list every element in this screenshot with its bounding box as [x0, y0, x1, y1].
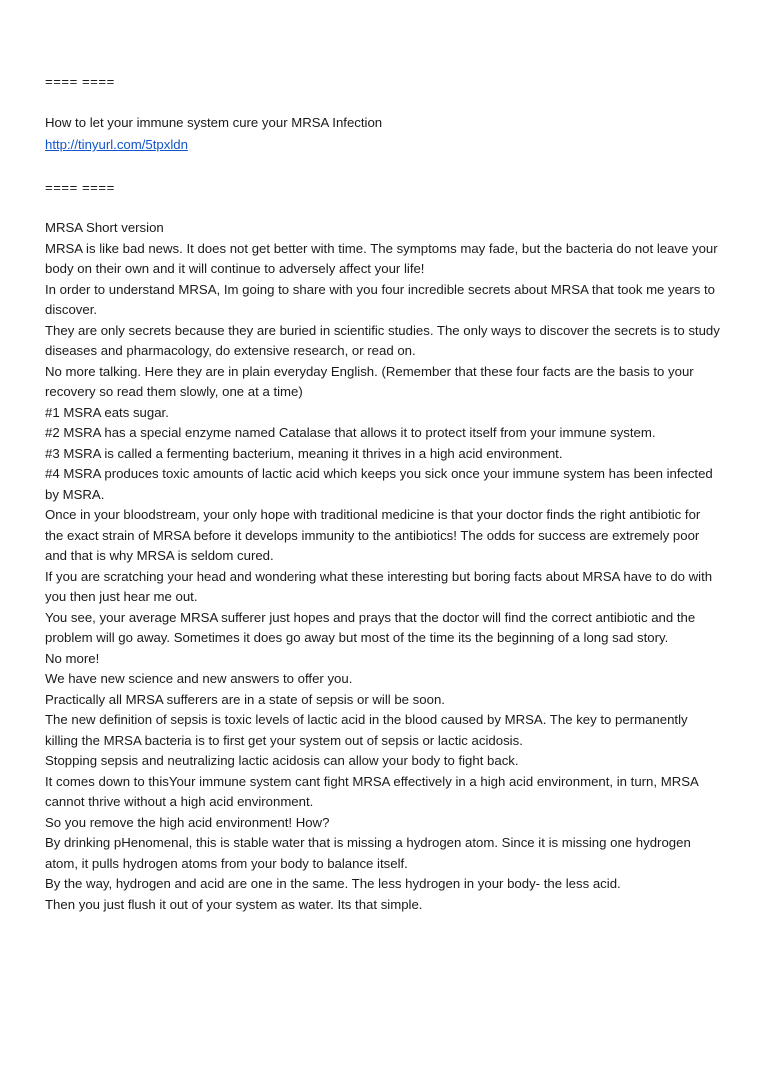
paragraph: Practically all MRSA sufferers are in a state of sepsis or will be soon.: [45, 691, 445, 707]
section-title: MRSA Short version: [45, 220, 164, 235]
paragraph: By drinking pHenomenal, this is stable water that is missing a hydrogen atom. Since it is missing one hydrogen atom, it pulls hydrogen atoms from your body to balance itself.: [45, 835, 691, 871]
paragraph: MRSA is like bad news. It does not get better with time. The symptoms may fade, but the bacteria do not leave your body on their own and it will continue to adversely affect your life!: [45, 240, 718, 276]
paragraph: By the way, hydrogen and acid are one in the same. The less hydrogen in your body- the less acid.: [45, 876, 621, 891]
paragraph: Then you just flush it out of your system as water. Its that simple.: [45, 896, 423, 912]
separator-middle: ==== ====: [45, 179, 115, 195]
separator-top: ==== ====: [45, 74, 115, 89]
paragraph: No more talking. Here they are in plain everyday English. (Remember that these four facts are the basis to your recovery so read them slowly, one at a time): [45, 363, 694, 399]
document-body: [45, 72, 720, 915]
source-link-line: [45, 135, 720, 156]
tinyurl-link[interactable]: http://tinyurl.com/5tpxldn: [45, 137, 188, 152]
paragraph: We have new science and new answers to offer you.: [45, 671, 353, 686]
paragraph: It comes down to thisYour immune system cant fight MRSA effectively in a high acid environment, in turn, MRSA cannot thrive without a high acid environment.: [45, 773, 699, 809]
paragraph: In order to understand MRSA, Im going to share with you four incredible secrets about MRSA that took me years to discover.: [45, 281, 715, 317]
paragraph: The new definition of sepsis is toxic levels of lactic acid in the blood caused by MRSA. The key to permanently killing the MRSA bacteria is to first get your system out of sepsis or lactic acidosis.: [45, 712, 688, 748]
paragraph: No more!: [45, 650, 100, 666]
paragraph: #1 MSRA eats sugar.: [45, 404, 169, 420]
document-headline: How to let your immune system cure your MRSA Infection: [45, 114, 383, 130]
paragraph: If you are scratching your head and wondering what these interesting but boring facts about MRSA have to do with you then just hear me out.: [45, 568, 713, 604]
paragraph: So you remove the high acid environment! How?: [45, 814, 330, 830]
paragraph: Stopping sepsis and neutralizing lactic acidosis can allow your body to fight back.: [45, 753, 519, 768]
paragraph: Once in your bloodstream, your only hope with traditional medicine is that your doctor finds the right antibiotic for the exact strain of MRSA before it develops immunity to the antibiotics! The odds for success are extremely poor and that is why MRSA is seldom cured.: [45, 507, 701, 563]
paragraph: #2 MSRA has a special enzyme named Catalase that allows it to protect itself from your immune system.: [45, 425, 656, 440]
paragraph: #3 MSRA is called a fermenting bacterium, meaning it thrives in a high acid environment.: [45, 445, 563, 461]
paragraph: #4 MSRA produces toxic amounts of lactic acid which keeps you sick once your immune system has been infected by MSRA.: [45, 466, 713, 502]
paragraph: You see, your average MRSA sufferer just hopes and prays that the doctor will find the correct antibiotic and the problem will go away. Sometimes it does go away but most of the time its the beginning of a long sad story.: [45, 609, 696, 645]
paragraph: They are only secrets because they are buried in scientific studies. The only ways to discover the secrets is to study diseases and pharmacology, do extensive research, or read on.: [45, 322, 720, 358]
